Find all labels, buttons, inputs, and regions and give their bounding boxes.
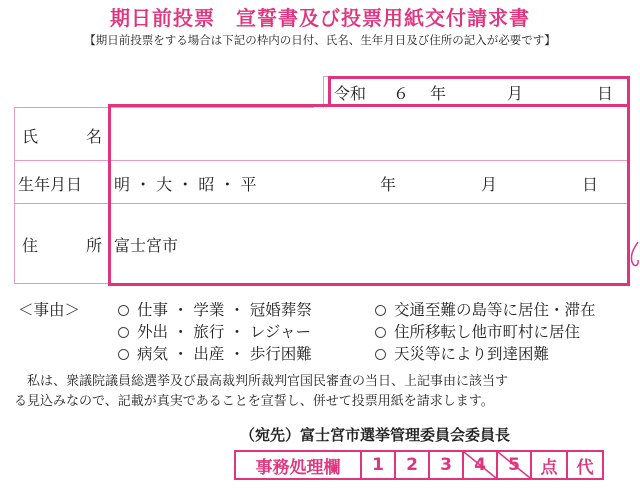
- reason-option[interactable]: 病気 ・ 出産 ・ 歩行困難: [118, 342, 312, 364]
- declaration-line: る見込みなので、記載が真実であることを宣誓し、併せて投票用紙を請求します。: [14, 394, 494, 409]
- reason-option[interactable]: 交通至難の島等に居住・滞在: [375, 298, 596, 320]
- office-cell-slashed[interactable]: 5: [497, 451, 531, 479]
- curl-mark: [628, 240, 640, 270]
- reason-option[interactable]: 天災等により到達困難: [375, 342, 549, 364]
- office-cell[interactable]: 3: [429, 451, 463, 479]
- address-field[interactable]: 富士宮市: [114, 236, 179, 255]
- birth-day-label: 日: [582, 175, 599, 194]
- form-title: 期日前投票 宣誓書及び投票用紙交付請求書: [110, 6, 530, 30]
- declaration-line: 私は、衆議院議員総選挙及び最高裁判所裁判官国民審査の当日、上記事由に該当す: [14, 374, 509, 389]
- date-day-label: 日: [597, 84, 614, 103]
- birth-year-label: 年: [380, 175, 397, 194]
- radio-circle-icon: [375, 349, 386, 360]
- office-cell[interactable]: 点: [531, 451, 567, 479]
- date-frame: [328, 76, 630, 107]
- date-month-label: 月: [507, 84, 524, 103]
- office-use-label: 事務処理欄: [235, 451, 361, 479]
- name-field[interactable]: [112, 110, 624, 158]
- office-use-box: [234, 450, 604, 480]
- radio-circle-icon: [118, 349, 129, 360]
- grid-line: [14, 203, 108, 204]
- date-year-value: ６: [393, 84, 410, 103]
- birth-eras[interactable]: 明 ・ 大 ・ 昭 ・ 平: [114, 175, 257, 194]
- declaration-text: [14, 372, 634, 412]
- office-cell-slashed[interactable]: 4: [463, 451, 497, 479]
- form-instructions: 【期日前投票をする場合は下記の枠内の日付、氏名、生年月日及び住所の記入が必要です】: [84, 33, 556, 47]
- address-label-2: 所: [86, 236, 103, 255]
- birth-label: 生年月日: [18, 175, 83, 194]
- date-era: 令和: [334, 84, 367, 103]
- reasons-header: ＜事由＞: [18, 301, 81, 319]
- office-cell[interactable]: 1: [361, 451, 395, 479]
- reason-option[interactable]: 外出 ・ 旅行 ・ レジャー: [118, 320, 311, 342]
- office-cell[interactable]: 2: [395, 451, 429, 479]
- date-year-label: 年: [430, 84, 447, 103]
- birth-month-label: 月: [481, 175, 498, 194]
- address-label-1: 住: [22, 236, 39, 255]
- radio-circle-icon: [118, 305, 129, 316]
- grid-line: [14, 160, 108, 161]
- addressee: （宛先）富士宮市選挙管理委員会委員長: [240, 426, 511, 444]
- reason-option[interactable]: 仕事 ・ 学業 ・ 冠婚葬祭: [118, 298, 312, 320]
- radio-circle-icon: [375, 305, 386, 316]
- name-label-1: 氏: [22, 127, 39, 146]
- reason-option[interactable]: 住所移転し他市町村に居住: [375, 320, 580, 342]
- grid-line: [14, 107, 15, 284]
- radio-circle-icon: [118, 327, 129, 338]
- name-label-2: 名: [86, 127, 103, 146]
- radio-circle-icon: [375, 327, 386, 338]
- office-cell[interactable]: 代: [567, 451, 603, 479]
